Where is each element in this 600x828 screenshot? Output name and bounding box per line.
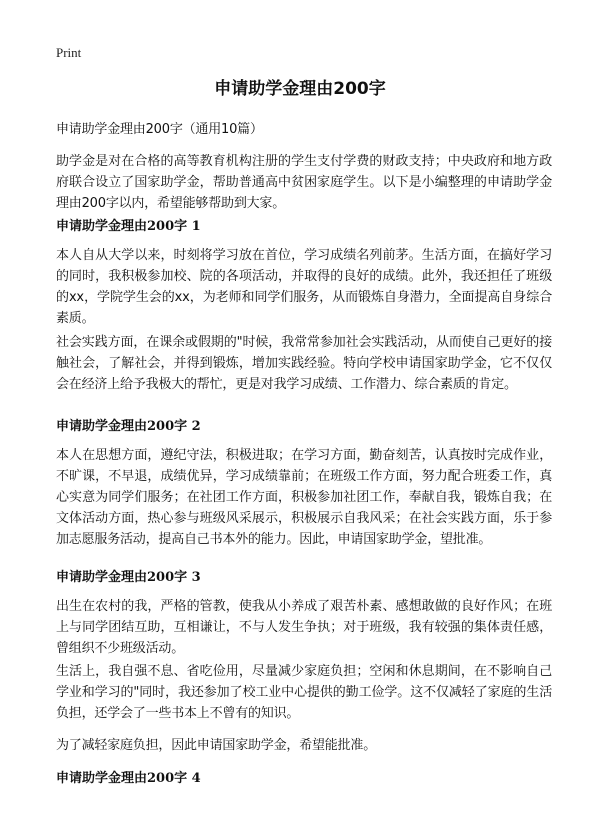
section-2-paragraph-1: 本人在思想方面，遵纪守法，积极进取；在学习方面，勤奋刻苦，认真按时完成作业，不旷课，不早退，成绩优异，学习成绩靠前；在班级工作方面，努力配合班委工作，真心实意为同学们服务；在社团工作方面，积极参加社团工作，奉献自我，锻炼自我；在文体活动方面，热心参与班级风采展示，积极展示自我风采；在社会实践方面，乐于参加志愿服务活动，提高自己书本外的能力。因此，申请国家助学金，望批准。 — [56, 448, 552, 547]
section-heading-2: 申请助学金理由200字 2 — [56, 419, 201, 434]
section-1-paragraph-1: 本人自从大学以来，时刻将学习放在首位，学习成绩名列前茅。生活方面，在搞好学习的同时，我积极参加校、院的各项活动，并取得的良好的成绩。此外，我还担任了班级的xx，学院学生会的xx，为老师和同学们服务，从而锻炼自身潜力，全面提高自身综合素质。 — [56, 248, 552, 326]
section-3-paragraph-3: 为了减轻家庭负担，因此申请国家助学金，希望能批准。 — [56, 738, 377, 753]
section-heading-1: 申请助学金理由200字 1 — [56, 219, 201, 234]
page-title: 申请助学金理由200字 — [214, 79, 386, 99]
section-heading-3: 申请助学金理由200字 3 — [56, 570, 201, 585]
section-3-paragraph-2: 生活上，我自强不息、省吃俭用，尽量减少家庭负担；空闲和休息期间，在不影响自己学业和学习的"同时，我还参加了校工业中心提供的勤工俭学。这不仅减轻了家庭的生活负担，还学会了一些书本上不曾有的知识。 — [56, 664, 552, 721]
section-3-paragraph-1: 出生在农村的我，严格的管教，使我从小养成了艰苦朴素、感想敢做的良好作风；在班上与同学团结互助，互相谦让，不与人发生争执；对于班级，我有较强的集体责任感，曾组织不少班级活动。 — [56, 599, 552, 656]
document-subtitle: 申请助学金理由200字（通用10篇） — [56, 122, 263, 137]
section-1-paragraph-2: 社会实践方面，在课余或假期的"时候，我常常参加社会实践活动，从而使自己更好的接触社会，了解社会，并得到锻炼，增加实践经验。特向学校申请国家助学金，它不仅仅会在经济上给予我极大的帮忙，更是对我学习成绩、工作潜力、综合素质的肯定。 — [56, 335, 552, 392]
intro-paragraph: 助学金是对在合格的高等教育机构注册的学生支付学费的财政支持；中央政府和地方政府联合设立了国家助学金，帮助普通高中贫困家庭学生。以下是小编整理的申请助学金理由200字以内，希望能够帮助到大家。 — [56, 154, 552, 211]
section-heading-4: 申请助学金理由200字 4 — [56, 771, 201, 786]
print-link[interactable]: Print — [56, 45, 82, 60]
